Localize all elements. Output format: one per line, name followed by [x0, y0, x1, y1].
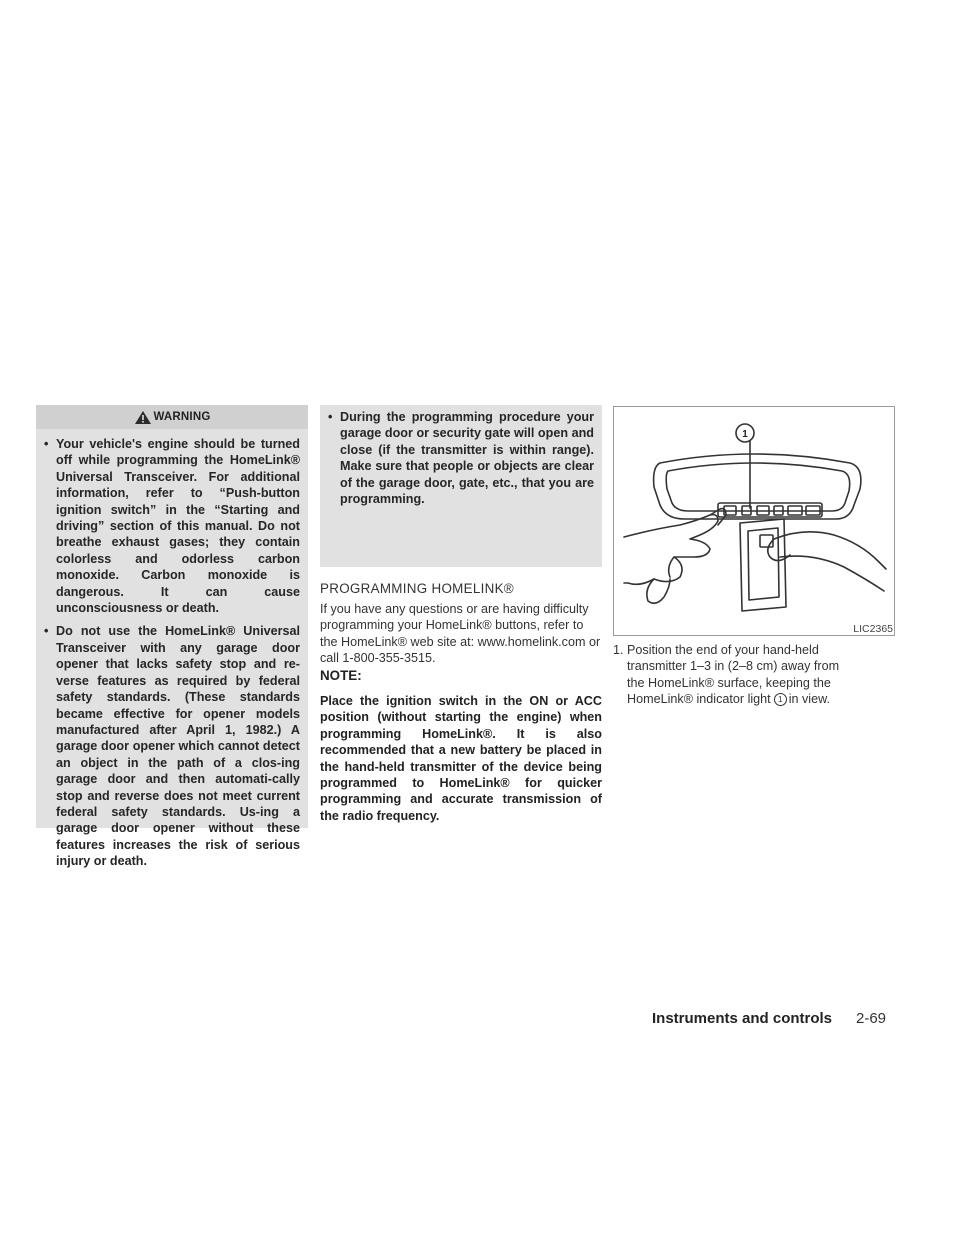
section-heading: PROGRAMMING HOMELINK® [320, 581, 514, 596]
warning-item: • During the programming procedure your garage door or security gate will open and close (if the transmitter is within range). Make sure that people or objects are clear of the garage door, gate, etc., that you are programming. [328, 410, 594, 507]
intro-paragraph: If you have any questions or are having difficulty programming your HomeLink® buttons, refer to the HomeLink® web site at: www.homelink.com or call 1-800-355-3515. [320, 602, 601, 666]
note-label: NOTE: [320, 668, 362, 683]
note-body: Place the ignition switch in the ON or ACC position (without starting the engine) when programming HomeLink®. It is also recommended that a new battery be placed in the hand-held transmitter of the device being programmed to HomeLink® for quicker programming and accurate transmission of the radio frequency. [320, 694, 602, 823]
footer-section-title: Instruments and controls [652, 1010, 833, 1027]
step-number: 1. [613, 643, 624, 657]
warning-title: WARNING [153, 411, 211, 423]
warning-box-left [36, 405, 308, 869]
warning-item: • Your vehicle's engine should be turned off while programming the HomeLink® Universal Transceiver. For additional information, refer to “Push-button ignition switch” in the “Starting and driving” section of this manual. Do not breathe exhaust gases; they contain colorless and odorless carbon monoxide. Carbon monoxide is dangerous. It can cause unconsciousness or death. [44, 437, 300, 616]
indicator-callout-icon: 1 [774, 693, 787, 706]
warning-list-left [36, 436, 308, 877]
warning-box-right [320, 405, 602, 567]
mirror-drawing [614, 407, 894, 635]
warning-list-right [320, 409, 602, 514]
page-number: 2-69 [856, 1010, 887, 1027]
warning-triangle-icon [134, 410, 152, 425]
step-text: in view. [788, 692, 830, 707]
step-text: HomeLink® indicator light [627, 692, 771, 707]
figure-callout-number: 1 [742, 429, 748, 440]
step-text: the HomeLink® surface, keeping the [627, 675, 831, 690]
homelink-mirror-illustration [613, 406, 895, 636]
step-text: Position the end of your hand-held [627, 643, 819, 657]
step-text: transmitter 1–3 in (2–8 cm) away from [627, 659, 840, 674]
warning-header [36, 405, 308, 429]
step-1 [613, 642, 898, 708]
figure-code: LIC2365 [853, 623, 893, 635]
warning-item: • Do not use the HomeLink® Universal Transceiver with any garage door opener that lacks safety stop and re-verse features as required by federal safety standards. (These standards became effective for opener models manufactured after April 1, 1982.) A garage door opener which cannot detect an object in the path of a clos-ing garage door and then automati-cally stop and reverse does not meet current federal safety standards. Us-ing a garage door opener without these features increases the risk of serious injury or death. [44, 624, 300, 869]
